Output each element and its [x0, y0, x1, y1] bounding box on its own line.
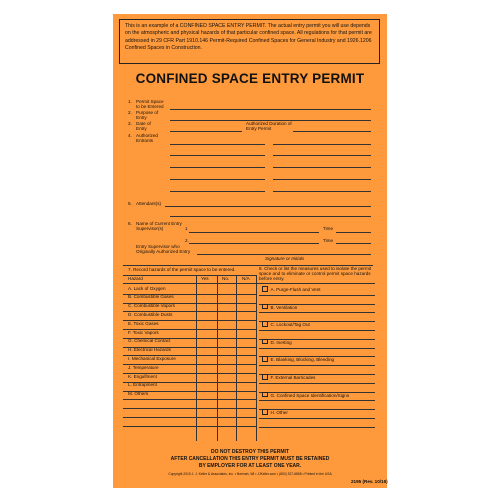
measure-label: E. Blanking, Blocking, Bleeding [270, 357, 335, 363]
hazard-blank-line[interactable] [123, 408, 256, 409]
measure-label: H. Other [270, 410, 288, 416]
checkbox[interactable] [262, 374, 268, 380]
measure-line[interactable] [259, 330, 375, 331]
attendant-line-2[interactable] [170, 216, 371, 217]
measure-line[interactable] [259, 295, 375, 296]
measure-item[interactable] [262, 392, 349, 399]
col-hazard: Hazard [128, 276, 143, 281]
measure-item[interactable] [262, 321, 310, 328]
measure-item[interactable] [262, 409, 288, 416]
supervisor-1-number: 1 [185, 226, 188, 231]
time-label-2: Time [323, 238, 334, 243]
field-5-number: 5. [128, 201, 132, 206]
hazard-row-label: K. Engulfment [128, 373, 157, 379]
measure-line[interactable] [259, 427, 375, 428]
permit-card [113, 14, 387, 488]
checkbox[interactable] [262, 339, 268, 345]
field-1-label: Permit Space to be Entered [136, 99, 164, 109]
field-3-line[interactable] [170, 131, 242, 132]
permit-title: CONFINED SPACE ENTRY PERMIT [135, 71, 365, 86]
measure-line[interactable] [259, 418, 375, 419]
section-8-heading: 8. Check or list the measures used to isolate the permit space and to eliminate or control permit space hazards before entry. [259, 266, 372, 281]
measure-item[interactable] [262, 374, 315, 381]
entrant-line[interactable] [170, 144, 265, 145]
entrant-line[interactable] [273, 167, 371, 168]
measure-item[interactable] [262, 286, 321, 293]
col-na: N/A [242, 276, 250, 281]
field-3-number: 3. [128, 121, 132, 126]
checkbox[interactable] [262, 392, 268, 398]
entrant-line[interactable] [273, 179, 371, 180]
hazard-row-label: E. Toxic Gases [128, 320, 159, 326]
entrant-line[interactable] [273, 155, 371, 156]
hazard-blank-line[interactable] [123, 417, 256, 418]
entrant-line[interactable] [170, 155, 265, 156]
hazard-row-label: M. Others [128, 391, 149, 397]
hazard-row-label: J. Temperature [128, 364, 159, 370]
measure-label: A. Purge-Flush and Vent [270, 287, 321, 292]
supervisor-2-line[interactable] [189, 243, 319, 244]
measure-label: G. Confined Space Identification/Signs [270, 392, 350, 398]
hazard-row-label: C. Combustible Vapors [128, 303, 175, 309]
duration-line[interactable] [293, 131, 371, 132]
footer-line-1: DO NOT DESTROY THIS PERMIT [211, 449, 289, 455]
checkbox[interactable] [262, 304, 268, 310]
measure-item[interactable] [262, 339, 292, 346]
measure-item[interactable] [262, 356, 334, 363]
time-label-1: Time [323, 226, 334, 231]
checkbox[interactable] [262, 321, 268, 327]
hazard-row-line[interactable] [123, 399, 256, 400]
original-supervisor-label: Entry Supervisor who Originally Authorized Entry [136, 244, 191, 254]
footer-line-3: BY EMPLOYER FOR AT LEAST ONE YEAR. [198, 463, 302, 469]
hazard-row-label: G. Chemical Contact [128, 338, 171, 344]
section-7-heading: 7. Record hazards of the permit space to be entered. [128, 267, 236, 272]
measure-line[interactable] [259, 365, 375, 366]
measure-label: F. External Barricades [270, 375, 316, 380]
measure-label: D. Inerting [270, 339, 292, 345]
entrant-line[interactable] [273, 191, 371, 192]
entrant-line[interactable] [170, 191, 265, 192]
field-3-label: Date of Entry [136, 121, 151, 131]
col-no: No. [222, 276, 230, 281]
hazard-row-label: B. Combustible Gases [128, 294, 174, 300]
field-1-number: 1. [128, 99, 132, 104]
measure-line[interactable] [259, 400, 375, 401]
hazard-header-line [123, 283, 375, 284]
hazard-row-label: D. Combustible Dusts [128, 311, 173, 317]
field-4-number: 4. [128, 133, 132, 138]
duration-label: Authorized Duration of Entry Permit [246, 121, 292, 131]
copyright: Copyright 2015 J. J. Keller & Associates, Inc. • Neenah, WI • JJKeller.com • (800) 327-6868 • Printed in the USA [168, 472, 332, 476]
time-1-line[interactable] [336, 232, 371, 233]
field-4-label: Authorized Entrants [136, 133, 158, 143]
hazard-row-label: A. Lack of Oxygen [128, 285, 166, 291]
field-1-line[interactable] [170, 109, 371, 110]
measure-label: B. Ventilation [270, 304, 298, 310]
time-2-line[interactable] [336, 243, 371, 244]
checkbox[interactable] [262, 409, 268, 415]
hazard-blank-line[interactable] [123, 426, 256, 427]
disclaimer-box: This is an example of a CONFINED SPACE ENTRY PERMIT. The actual entry permit you will use depends on the atmospheric and physical hazards of that particular confined space. All regulations for that permit are addressed in 29 CFR Part 1910.146 Permit-Required Confined Spaces for General Industry and 1926.1206 Confined Spaces in Construction. [119, 19, 380, 64]
measure-item[interactable] [262, 304, 297, 311]
original-supervisor-line[interactable] [197, 254, 371, 255]
entrant-line[interactable] [273, 144, 371, 145]
supervisor-1-line[interactable] [189, 232, 319, 233]
col-divider [256, 275, 257, 441]
hazard-row-label: L. Entrapment [128, 382, 157, 388]
form-number: 2195 (Rev. 10/15) [351, 479, 388, 484]
signature-label: Signature or Initials [265, 256, 305, 261]
entrant-line[interactable] [170, 167, 265, 168]
checkbox[interactable] [262, 356, 268, 362]
field-6-label: Name of Current Entry Supervisor(s) [136, 221, 182, 231]
measure-line[interactable] [259, 383, 375, 384]
measure-line[interactable] [259, 348, 375, 349]
field-6-number: 6. [128, 221, 132, 226]
entrant-line[interactable] [170, 179, 265, 180]
hazard-row-label: H. Electrical Hazards [128, 347, 171, 353]
field-2-label: Purpose of Entry [136, 110, 159, 120]
supervisor-2-number: 2. [185, 238, 189, 243]
measure-line[interactable] [259, 312, 375, 313]
measure-label: C. Lockout/Tag Out [270, 322, 310, 328]
col-yes: Yes [201, 276, 209, 281]
hazard-row-label: F. Toxic Vapors [128, 329, 159, 335]
field-5-label: Attendant(s) [136, 201, 162, 206]
attendant-line[interactable] [165, 206, 371, 207]
hazard-row-label: I. Mechanical Exposure [128, 355, 176, 361]
checkbox[interactable] [262, 286, 268, 292]
footer-line-2: AFTER CANCELLATION THIS ENTRY PERMIT MUST BE RETAINED [170, 456, 330, 462]
field-2-number: 2. [128, 110, 132, 115]
